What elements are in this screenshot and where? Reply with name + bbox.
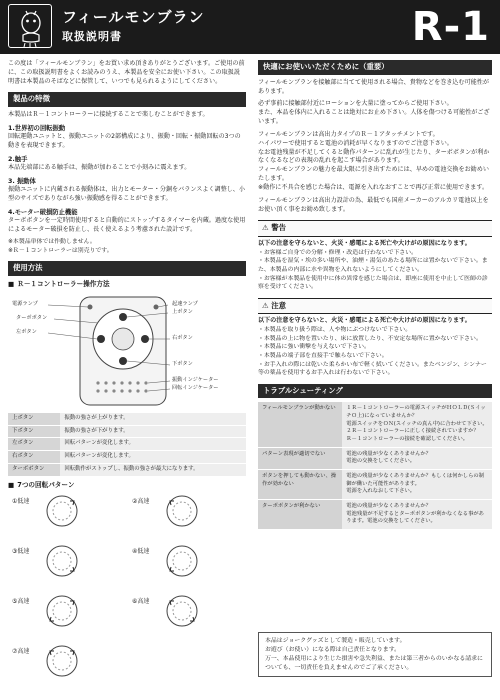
disclaimer-line: 本品はジョークグッズとして製造・販売しています。 bbox=[265, 638, 406, 644]
function-key: ターボボタン bbox=[8, 464, 60, 477]
table-row bbox=[8, 451, 246, 464]
feature-note: ※本製品単体では作動しません。 bbox=[8, 239, 96, 246]
feature-text: 振動ユニットに内蔵される振動体は、出力とモーター・分銅をバランスよく調整し、小型のサイズでありながら強い振動感を得ることができます。 bbox=[8, 185, 245, 202]
function-desc: 回転パターンが変化します。 bbox=[60, 438, 246, 451]
pattern-dial-icon bbox=[164, 493, 200, 529]
caution-item: ・本製品を取り扱う際は、人や物にぶつけないで下さい。 bbox=[258, 327, 412, 334]
pattern-dial-icon bbox=[44, 543, 80, 579]
caution-item: ・本製品に強い衝撃を与えないで下さい。 bbox=[258, 344, 370, 351]
feature-note: ※Ｒ－１コントローラーは別売りです。 bbox=[8, 247, 113, 254]
disclaimer-line: 万一、本品使用により生じた損害や急失利益、または第三者からのいかなる請求についても、一切責任を負えませんのでご了承ください。 bbox=[265, 655, 483, 671]
table-row bbox=[8, 438, 246, 451]
features-heading: 製品の特徴 bbox=[8, 92, 246, 107]
warning-heading bbox=[258, 220, 492, 237]
comfort-paragraph: 必ず事前に接触部付近にローションを大量に塗ってからご使用下さい。 bbox=[258, 100, 453, 108]
controller-function-table bbox=[8, 413, 246, 477]
warning-item: ・お客様が本製品を使用中に体の異常を感じた場合は、即座に使用を中止して医師の診察を受けてください。 bbox=[258, 275, 488, 291]
feature-text: 回転運動ユニットと、振動ユニットの2部構成により、振動・回転・振動回転の3つの動きを表現できます。 bbox=[8, 133, 241, 149]
troubleshooting-table bbox=[258, 402, 492, 530]
feature-title: 3. 振動体 bbox=[8, 177, 36, 185]
controller-diagram bbox=[8, 293, 246, 409]
feature-text: 本品先端部にある触手は、振動が加わることで小刻みに震えます。 bbox=[8, 163, 191, 171]
pattern-label: ⑥高速 bbox=[132, 598, 150, 606]
rotation-patterns bbox=[8, 493, 246, 689]
feature-text: ターボボタンを一定時間使用すると自動的にストップするタイマーを内蔵。過度な使用によるモーター破損を防止し、長く使えるよう考慮された設計です。 bbox=[8, 216, 246, 233]
pattern-6 bbox=[128, 593, 246, 629]
pattern-dial-icon bbox=[44, 493, 80, 529]
feature-item bbox=[8, 177, 246, 204]
mascot-icon bbox=[9, 5, 53, 49]
table-row bbox=[258, 500, 492, 530]
warning-lead: 以下の注意を守らないと、火災・感電による死亡や大けがの原因になります。 bbox=[258, 240, 471, 248]
function-key: 下ボタン bbox=[8, 425, 60, 438]
pattern-dial-icon bbox=[164, 543, 200, 579]
warning-title: 警告 bbox=[271, 223, 286, 233]
caution-heading bbox=[258, 298, 492, 315]
product-title: フィールモンブラン bbox=[62, 8, 205, 26]
pattern-dial-icon bbox=[44, 643, 80, 679]
label-turbo-lamp: 起速ランプ bbox=[172, 300, 198, 307]
pattern-label: ⑤高速 bbox=[12, 598, 30, 606]
symptom-cell: ボタンを押しても動かない、操作が効かない bbox=[258, 470, 342, 500]
pattern-label: ②高速 bbox=[132, 498, 150, 506]
pattern-dial-icon bbox=[44, 593, 80, 629]
warning-icon: ⚠ bbox=[262, 223, 272, 233]
comfort-paragraph: なお電池残量が不足してくると動作パターンに乱れが生じたり、ターボボタンが利かなくなるなどの表現の乱れを起こす場合があります。 bbox=[258, 148, 490, 165]
disclaimer-line: お遊び（お使い）になる際は自己責任となります。 bbox=[265, 646, 401, 653]
function-desc: 振動の強さが下がります。 bbox=[60, 425, 246, 438]
comfort-paragraph: フィールモンブランは高出力設計の為、最低でも国産メーカーのアルカリ電池以上をお使い頂く事をお勧め致します。 bbox=[258, 196, 489, 213]
comfort-paragraph: フィールモンブランを接触部に当てて使用される場合、貴物などを巻き込む可能性があります。 bbox=[258, 78, 489, 95]
pattern-label: ⑦高速 bbox=[12, 648, 30, 656]
table-row bbox=[258, 447, 492, 469]
caution-title: 注意 bbox=[271, 300, 286, 310]
caution-icon: ⚠ bbox=[262, 300, 272, 310]
label-right-button: 右ボタン bbox=[172, 334, 193, 341]
table-row bbox=[8, 464, 246, 477]
features-lead: 本製品はＲ－１コントローラーに接続することで楽しむことができます。 bbox=[8, 111, 209, 119]
pattern-3 bbox=[8, 543, 126, 579]
feature-title: 1.世界初の回転振動 bbox=[8, 125, 66, 133]
symptom-cell: パターン表現が適切でない bbox=[258, 447, 342, 469]
function-key: 左ボタン bbox=[8, 438, 60, 451]
pattern-7 bbox=[8, 643, 126, 679]
function-key: 上ボタン bbox=[8, 413, 60, 425]
feature-item bbox=[8, 155, 246, 173]
pattern-4 bbox=[128, 543, 246, 579]
label-vib-indicator: 振動インジケーター bbox=[172, 376, 219, 383]
label-up-button: 上ボタン bbox=[172, 308, 193, 315]
symptom-cell: フィールモンブランが動かない bbox=[258, 402, 342, 447]
pattern-1 bbox=[8, 493, 126, 529]
function-desc: 回転パターンが変化します。 bbox=[60, 451, 246, 464]
left-column bbox=[8, 60, 246, 689]
function-desc: 振動の強さが上がります。 bbox=[60, 413, 246, 425]
function-desc: 回転動作がストップし、振動の強さが最大になります。 bbox=[60, 464, 246, 477]
right-column bbox=[258, 60, 492, 530]
remedy-cell: 電池の残量が少なくありませんか？ 電池の交換をしてください。 bbox=[342, 447, 492, 469]
controller-heading: ■ Ｒ－１コントローラー操作方法 bbox=[8, 280, 246, 290]
table-row bbox=[8, 413, 246, 425]
table-row bbox=[258, 402, 492, 447]
label-rot-indicator: 回転インジケーター bbox=[172, 384, 219, 391]
comfort-paragraph: ハイパワーで使用すると電池の消耗が早くなりますのでご注意下さい。 bbox=[258, 139, 453, 147]
label-down-button: 下ボタン bbox=[172, 360, 193, 367]
model-number: R-1 bbox=[411, 4, 490, 50]
comfort-paragraph: また、本品を体内に入れることは絶対にお止め下さい。人体を傷つける可能性がございます。 bbox=[258, 109, 490, 126]
feature-item bbox=[8, 208, 246, 235]
pattern-label: ④低速 bbox=[132, 548, 150, 556]
pattern-5 bbox=[8, 593, 126, 629]
remedy-cell: 電池の残量が少なくありませんか？もしくは何かしらの制御が働いた可能性があります。 電源を入れなおして下さい。 bbox=[342, 470, 492, 500]
intro-text: この度は「フィールモンブラン」をお買い求め頂きありがとうございます。ご使用の前に、この取扱説明書をよくお読みのうえ、本製品を安全にお使い下さい。この取扱説明書は本製品のそばなどに保管して、いつでも見られるようにしてください。 bbox=[8, 60, 245, 85]
trouble-heading: トラブルシューティング bbox=[258, 384, 492, 399]
table-row bbox=[8, 425, 246, 438]
label-left-button: 左ボタン bbox=[16, 328, 37, 335]
remedy-cell: １Ｒ－１コントローラーの電源スイッチがＨＯＬＤ(ＳイッチＯ上)になっていませんか？ 電源スイッチをＯＮ(スイッチの真ん中)に合わせて下さい。 ２Ｒ－１コントローラーに正しく接続されていますか？ Ｒ－１コントローラーの接続を確認してください。 bbox=[342, 402, 492, 447]
comfort-paragraph: フィールモンブランの魅力を最大限に引き出すためには、早めの電池交換をお勧めいたします。 bbox=[258, 166, 489, 183]
caution-item: ・本製品の上に物を置いたり、床に放置したり、不安定な場所に置かないで下さい。 bbox=[258, 335, 482, 342]
pattern-label: ③低速 bbox=[12, 548, 30, 556]
pattern-2 bbox=[128, 493, 246, 529]
patterns-heading: ■ 7つの回転パターン bbox=[8, 481, 246, 491]
comfort-paragraph: ※動作に不具合を感じた場合は、電源を入れなおすことで再び正常に使用できます。 bbox=[258, 183, 489, 191]
caution-item: ・お手入れの際には乾いた柔らかい布で軽く拭いてください。またベンジン、シンナー等の薬品を使用するお手入れは行わないで下さい。 bbox=[258, 361, 487, 377]
label-power-lamp: 電源ランプ bbox=[12, 300, 38, 307]
label-turbo-button: ターボボタン bbox=[16, 314, 48, 321]
symptom-cell: ターボボタンが利かない bbox=[258, 500, 342, 530]
header-bar bbox=[0, 0, 500, 54]
brand-logo bbox=[8, 4, 52, 48]
disclaimer-box bbox=[258, 632, 492, 677]
pattern-dial-icon bbox=[164, 593, 200, 629]
remedy-cell: 電池の残量が少なくありませんか？ 電池残量が不足するとターボボタンが利かなくなる事があります。電池の交換をしてください。 bbox=[342, 500, 492, 530]
feature-title: 4.モーター破損防止機能 bbox=[8, 208, 78, 216]
comfort-heading: 快適にお使いいただくために（重要） bbox=[258, 60, 492, 75]
table-row bbox=[258, 470, 492, 500]
function-key: 右ボタン bbox=[8, 451, 60, 464]
feature-title: 2.触手 bbox=[8, 155, 28, 163]
caution-lead: 以下の注意を守らないと、火災・感電による死亡や大けがの原因になります。 bbox=[258, 317, 471, 325]
caution-item: ・本製品の端子部を直接手で触らないで下さい。 bbox=[258, 352, 388, 359]
feature-item bbox=[8, 124, 246, 151]
usage-heading: 使用方法 bbox=[8, 261, 246, 276]
pattern-label: ①低速 bbox=[12, 498, 30, 506]
comfort-paragraph: フィールモンブランは高出力タイプのＲ－１アタッチメントです。 bbox=[258, 130, 439, 138]
warning-item: ・お客様ご自身での分解・修理・改造は行わないで下さい。 bbox=[258, 249, 418, 256]
manual-subtitle: 取扱説明書 bbox=[62, 30, 122, 43]
warning-item: ・本製品を湿気・埃の多い場所や、油煙・湯気のあたる場所には置かないで下さい。また、本製品の内部に水や異物を入れないようにしてください。 bbox=[258, 258, 488, 274]
